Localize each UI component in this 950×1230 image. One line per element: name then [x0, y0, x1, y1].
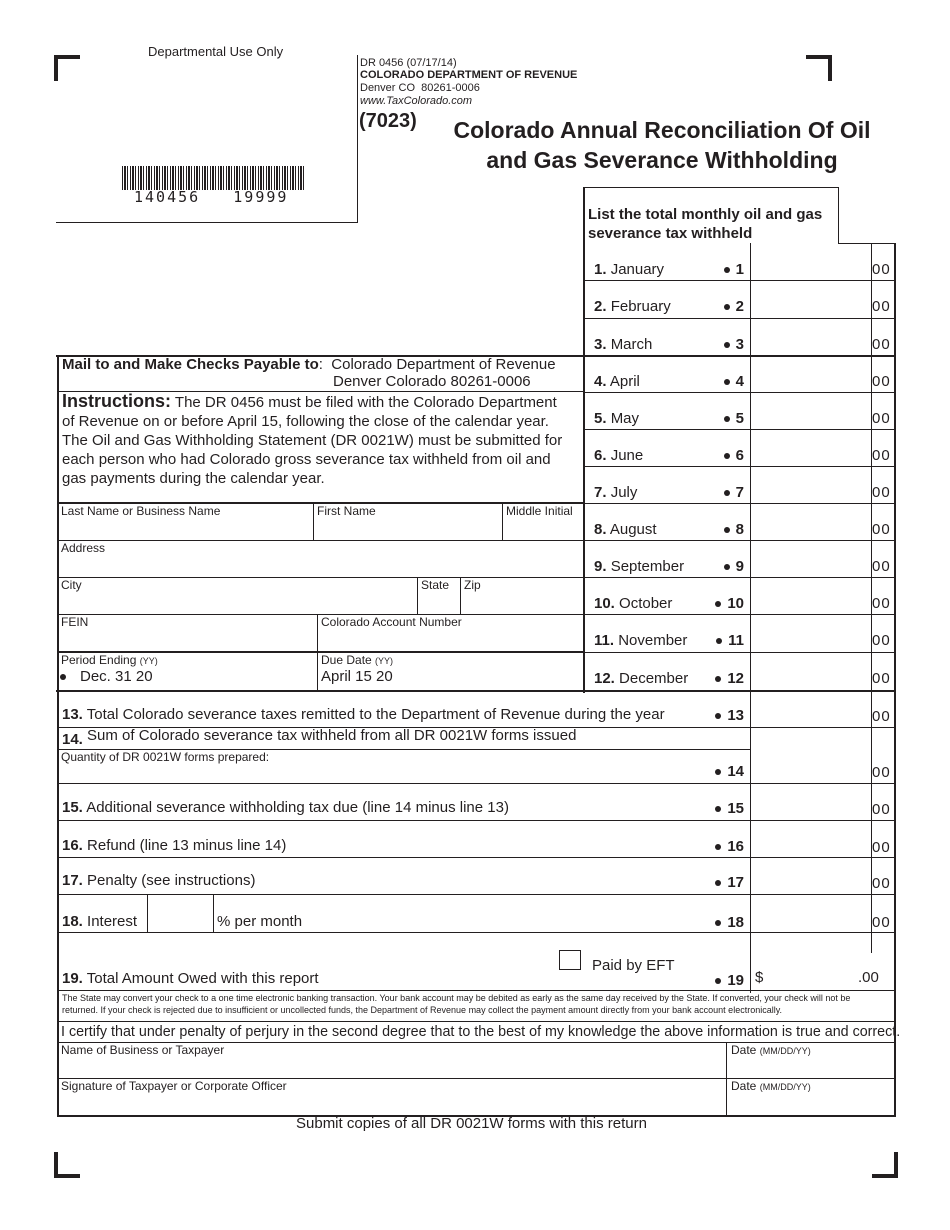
month-line-ref — [724, 484, 744, 501]
month-line-number: 8 — [735, 521, 744, 538]
month-line-ref — [724, 410, 744, 427]
last-name-label: Last Name or Business Name — [61, 504, 221, 518]
mail-label: Mail to and Make Checks Payable to — [62, 356, 319, 373]
month-line-ref — [715, 670, 744, 687]
month-line-ref — [724, 447, 744, 464]
line-17-text: Penalty (see instructions) — [87, 872, 256, 889]
crop-mark-top-left — [54, 55, 80, 81]
line-17-amount[interactable] — [754, 871, 870, 891]
month-number: 2. — [594, 298, 607, 315]
certify-statement: I certify that under penalty of perjury in the second degree that to the best of my knowledge the above information is true and correct. — [61, 1024, 901, 1040]
barcode — [122, 166, 306, 190]
month-cents: 00 — [872, 595, 891, 612]
month-line-ref — [724, 261, 744, 278]
crop-mark-bottom-right — [872, 1152, 898, 1178]
month-number: 7. — [594, 484, 607, 501]
line-19-text: Total Amount Owed with this report — [86, 970, 319, 987]
instructions-text3: The Oil and Gas Withholding Statement (DR 0021W) must be submitted for — [62, 432, 563, 449]
month-amount-february[interactable] — [754, 297, 870, 317]
month-number: 10. — [594, 595, 615, 612]
month-label — [594, 595, 672, 612]
state-input[interactable] — [420, 594, 462, 614]
line-15-text: Additional severance withholding tax due (line 14 minus line 13) — [86, 799, 509, 816]
month-number: 3. — [594, 336, 607, 353]
month-amount-december[interactable] — [754, 669, 870, 689]
month-line-ref — [724, 336, 744, 353]
line-14-label — [62, 727, 577, 748]
line-17-label — [62, 872, 255, 889]
month-line-ref — [724, 373, 744, 390]
line-18-ref-text: 18 — [727, 914, 744, 931]
month-number: 11. — [594, 632, 615, 649]
line-13-ref — [715, 707, 744, 724]
line-16-text: Refund (line 13 minus line 14) — [87, 837, 287, 854]
agency-website: www.TaxColorado.com — [360, 95, 473, 107]
bullet-icon — [724, 379, 730, 385]
month-cents: 00 — [872, 484, 891, 501]
city-input[interactable] — [60, 594, 418, 614]
month-line-number: 6 — [735, 447, 744, 464]
line-15-ref — [715, 800, 744, 817]
line-15-amount[interactable] — [754, 797, 870, 817]
line-19-amount[interactable] — [770, 967, 860, 987]
paid-by-eft-label: Paid by EFT — [592, 957, 675, 974]
months-header: List the total monthly oil and gas severance tax withheld — [588, 206, 823, 242]
line-13-label — [62, 706, 665, 723]
line-16-ref-text: 16 — [727, 838, 744, 855]
month-name: July — [610, 484, 638, 501]
month-cents: 00 — [872, 336, 891, 353]
month-name: March — [610, 336, 653, 353]
bullet-icon — [724, 304, 730, 310]
due-date-text: Due Date — [321, 653, 372, 667]
bullet-icon — [724, 527, 730, 533]
instructions-text2: of Revenue on or before April 15, following the close of the calendar year. — [62, 413, 549, 430]
month-amount-july[interactable] — [754, 483, 870, 503]
month-name: October — [619, 595, 673, 612]
month-cents: 00 — [872, 261, 891, 278]
month-name: November — [618, 632, 688, 649]
month-cents: 00 — [872, 521, 891, 538]
month-line-ref — [724, 521, 744, 538]
line-16-cents: 00 — [872, 839, 891, 856]
month-cents: 00 — [872, 632, 891, 649]
state-label: State — [421, 578, 450, 592]
period-ending-text: Period Ending — [61, 653, 137, 667]
date-label-1-text: Date — [731, 1043, 757, 1057]
line-14-cents: 00 — [872, 764, 891, 781]
line-17-ref-text: 17 — [727, 874, 744, 891]
line-14-amount[interactable] — [754, 760, 870, 780]
month-line-number: 1 — [735, 261, 744, 278]
instructions-label: Instructions: — [62, 391, 172, 411]
month-line-ref — [724, 558, 744, 575]
month-amount-january[interactable] — [754, 260, 870, 280]
line-13-cents: 00 — [872, 708, 891, 725]
month-line-number: 12 — [727, 670, 744, 687]
month-cents: 00 — [872, 670, 891, 687]
month-name: August — [609, 521, 657, 538]
paid-by-eft-checkbox[interactable] — [559, 950, 581, 970]
month-name: April — [609, 373, 640, 390]
month-number: 12. — [594, 670, 615, 687]
month-label — [594, 632, 687, 649]
month-name: September — [610, 558, 685, 575]
month-name: February — [610, 298, 671, 315]
bullet-icon — [724, 267, 730, 273]
line-14-num: 14. — [62, 731, 83, 748]
line-18-text: Interest — [87, 913, 138, 930]
form-title-line2: and Gas Severance Withholding — [486, 147, 838, 173]
line-18-num: 18. — [62, 913, 83, 930]
month-cents: 00 — [872, 373, 891, 390]
month-cents: 00 — [872, 447, 891, 464]
month-cents: 00 — [872, 298, 891, 315]
footer-note: Submit copies of all DR 0021W forms with this return — [296, 1115, 647, 1132]
month-number: 5. — [594, 410, 607, 427]
line-19-ref-text: 19 — [727, 972, 744, 989]
month-row-march — [585, 319, 750, 355]
line-19-cents: .00 — [858, 969, 879, 986]
line-19-num: 19. — [62, 970, 83, 987]
line-18-cents: 00 — [872, 914, 891, 931]
due-date-yy: (YY) — [375, 656, 394, 666]
bullet-icon — [715, 676, 721, 682]
taxpayer-name-label: Name of Business or Taxpayer — [61, 1043, 225, 1057]
month-line-number: 10 — [727, 595, 744, 612]
address-label: Address — [61, 541, 106, 555]
month-row-august — [585, 504, 750, 540]
line-14-ref-text: 14 — [727, 763, 744, 780]
month-amount-may[interactable] — [754, 409, 870, 429]
line-14-ref — [715, 763, 744, 780]
month-line-number: 5 — [735, 410, 744, 427]
line-16-ref — [715, 838, 744, 855]
month-row-may — [585, 393, 750, 429]
month-label — [594, 410, 639, 427]
line-14-text: Sum of Colorado severance tax withheld from all DR 0021W forms issued — [87, 727, 577, 744]
month-line-ref — [715, 595, 744, 612]
month-amount-september[interactable] — [754, 557, 870, 577]
month-number: 6. — [594, 447, 607, 464]
month-name: January — [610, 261, 665, 278]
last-name-input[interactable] — [60, 520, 314, 540]
mail-line2: Denver Colorado 80261-0006 — [333, 373, 531, 390]
period-ending-value-text: Dec. 31 20 — [80, 668, 153, 685]
fein-input[interactable] — [60, 631, 318, 651]
month-row-april — [585, 356, 750, 392]
bullet-icon — [724, 564, 730, 570]
month-number: 9. — [594, 558, 607, 575]
line-16-label — [62, 837, 286, 854]
instructions-text5: gas payments during the calendar year. — [62, 470, 325, 487]
month-amount-august[interactable] — [754, 520, 870, 540]
barcode-digits: 140456 19999 — [134, 188, 289, 206]
line-14-quantity-input[interactable] — [235, 749, 359, 767]
month-row-september — [585, 541, 750, 577]
line-18-pct: % per month — [217, 913, 303, 930]
month-row-june — [585, 430, 750, 466]
month-row-july — [585, 467, 750, 503]
fein-label: FEIN — [61, 615, 89, 629]
instructions-text4: each person who had Colorado gross severance tax withheld from oil and — [62, 451, 551, 468]
line-13-amount[interactable] — [754, 704, 870, 724]
city-label: City — [61, 578, 82, 592]
line-13-ref-text: 13 — [727, 707, 744, 724]
zip-label: Zip — [464, 578, 481, 592]
bullet-icon — [724, 490, 730, 496]
month-label — [594, 336, 652, 353]
mail-to-block: Mail to and Make Checks Payable to: Colorado Department of Revenue — [62, 356, 556, 373]
due-date-label — [321, 653, 393, 667]
instructions-block — [62, 392, 582, 488]
date-label-1 — [731, 1043, 811, 1057]
month-label — [594, 261, 664, 278]
line-18-rate-input[interactable] — [151, 910, 213, 930]
month-amount-april[interactable] — [754, 372, 870, 392]
month-line-number: 3 — [735, 336, 744, 353]
month-line-number: 7 — [735, 484, 744, 501]
bullet-icon — [724, 416, 730, 422]
line-18-ref — [715, 914, 744, 931]
period-ending-value — [60, 668, 153, 685]
crop-mark-top-right — [806, 55, 832, 81]
crop-mark-bottom-left — [54, 1152, 80, 1178]
mail-line1: Colorado Department of Revenue — [331, 356, 556, 373]
month-cents: 00 — [872, 558, 891, 575]
signature-input[interactable] — [60, 1094, 724, 1114]
line-18-amount[interactable] — [754, 910, 870, 930]
first-name-label: First Name — [317, 504, 376, 518]
month-amount-october[interactable] — [754, 594, 870, 614]
signature-label: Signature of Taxpayer or Corporate Officer — [61, 1079, 287, 1093]
line-15-ref-text: 15 — [727, 800, 744, 817]
line-17-ref — [715, 874, 744, 891]
date-input-2[interactable] — [730, 1094, 894, 1114]
form-code: DR 0456 (07/17/14) — [360, 57, 457, 69]
month-row-february — [585, 281, 750, 317]
month-number: 1. — [594, 261, 607, 278]
line-14-quantity-label: Quantity of DR 0021W forms prepared: — [61, 750, 270, 764]
month-name: December — [619, 670, 689, 687]
middle-initial-input[interactable] — [505, 520, 583, 540]
agency-city: Denver CO 80261-0006 — [360, 82, 480, 94]
date-label-1-fmt: (MM/DD/YY) — [759, 1046, 811, 1056]
bullet-icon — [716, 638, 722, 644]
month-row-november — [585, 615, 750, 651]
bullet-icon — [715, 601, 721, 607]
bullet-icon — [724, 453, 730, 459]
month-amount-june[interactable] — [754, 446, 870, 466]
month-name: May — [610, 410, 640, 427]
line-15-label — [62, 799, 509, 816]
form-number: (7023) — [359, 110, 417, 132]
month-amount-november[interactable] — [754, 631, 870, 651]
month-label — [594, 558, 684, 575]
line-15-cents: 00 — [872, 801, 891, 818]
month-label — [594, 670, 688, 687]
instructions-text1: The DR 0456 must be filed with the Colorado Department — [174, 394, 557, 411]
date-label-2 — [731, 1079, 811, 1093]
month-line-number: 9 — [735, 558, 744, 575]
address-input[interactable] — [60, 557, 582, 577]
date-label-2-fmt: (MM/DD/YY) — [759, 1082, 811, 1092]
line-16-num: 16. — [62, 837, 83, 854]
month-line-number: 11 — [728, 632, 744, 649]
middle-initial-label: Middle Initial — [506, 504, 573, 518]
line-19-dollar: $ — [755, 969, 764, 986]
month-cents: 00 — [872, 410, 891, 427]
line-13-text: Total Colorado severance taxes remitted to the Department of Revenue during the year — [86, 706, 665, 723]
line-17-cents: 00 — [872, 875, 891, 892]
month-label — [594, 484, 637, 501]
month-line-number: 4 — [735, 373, 744, 390]
account-number-input[interactable] — [320, 631, 583, 651]
period-ending-yy: (YY) — [139, 656, 158, 666]
line-19-ref — [715, 972, 744, 989]
month-line-ref — [716, 632, 744, 649]
date-label-2-text: Date — [731, 1079, 757, 1093]
period-ending-label — [61, 653, 158, 667]
line-13-num: 13. — [62, 706, 83, 723]
line-19-label — [62, 970, 319, 987]
departmental-use-label: Departmental Use Only — [148, 44, 284, 59]
month-name: June — [610, 447, 644, 464]
eft-disclaimer: The State may convert your check to a one time electronic banking transaction. Your bank account may be debited as early as the same day received by the State. If converted, your check will not be returned. If your check is rejected due to insufficient or uncollected funds, the Department of Revenue may collect the payment amount directly from your bank account electronically. — [62, 993, 851, 1015]
month-line-ref — [724, 298, 744, 315]
month-line-number: 2 — [735, 298, 744, 315]
bullet-icon — [724, 342, 730, 348]
month-number: 8. — [594, 521, 607, 538]
month-label — [594, 447, 643, 464]
month-label — [594, 298, 671, 315]
month-number: 4. — [594, 373, 607, 390]
date-input-1[interactable] — [730, 1058, 894, 1078]
line-17-num: 17. — [62, 872, 83, 889]
first-name-input[interactable] — [316, 520, 503, 540]
month-label — [594, 521, 657, 538]
line-15-num: 15. — [62, 799, 83, 816]
month-row-december — [585, 653, 750, 689]
month-row-january — [585, 244, 750, 280]
line-18-label — [62, 913, 137, 930]
account-number-label: Colorado Account Number — [321, 615, 462, 629]
zip-input[interactable] — [463, 594, 583, 614]
due-date-value: April 15 20 — [321, 668, 393, 685]
agency-name: COLORADO DEPARTMENT OF REVENUE — [360, 69, 578, 81]
month-label — [594, 373, 640, 390]
line-16-amount[interactable] — [754, 835, 870, 855]
taxpayer-name-input[interactable] — [60, 1058, 724, 1078]
form-title-line1: Colorado Annual Reconciliation Of Oil — [453, 117, 871, 143]
month-row-october — [585, 578, 750, 614]
month-amount-march[interactable] — [754, 335, 870, 355]
